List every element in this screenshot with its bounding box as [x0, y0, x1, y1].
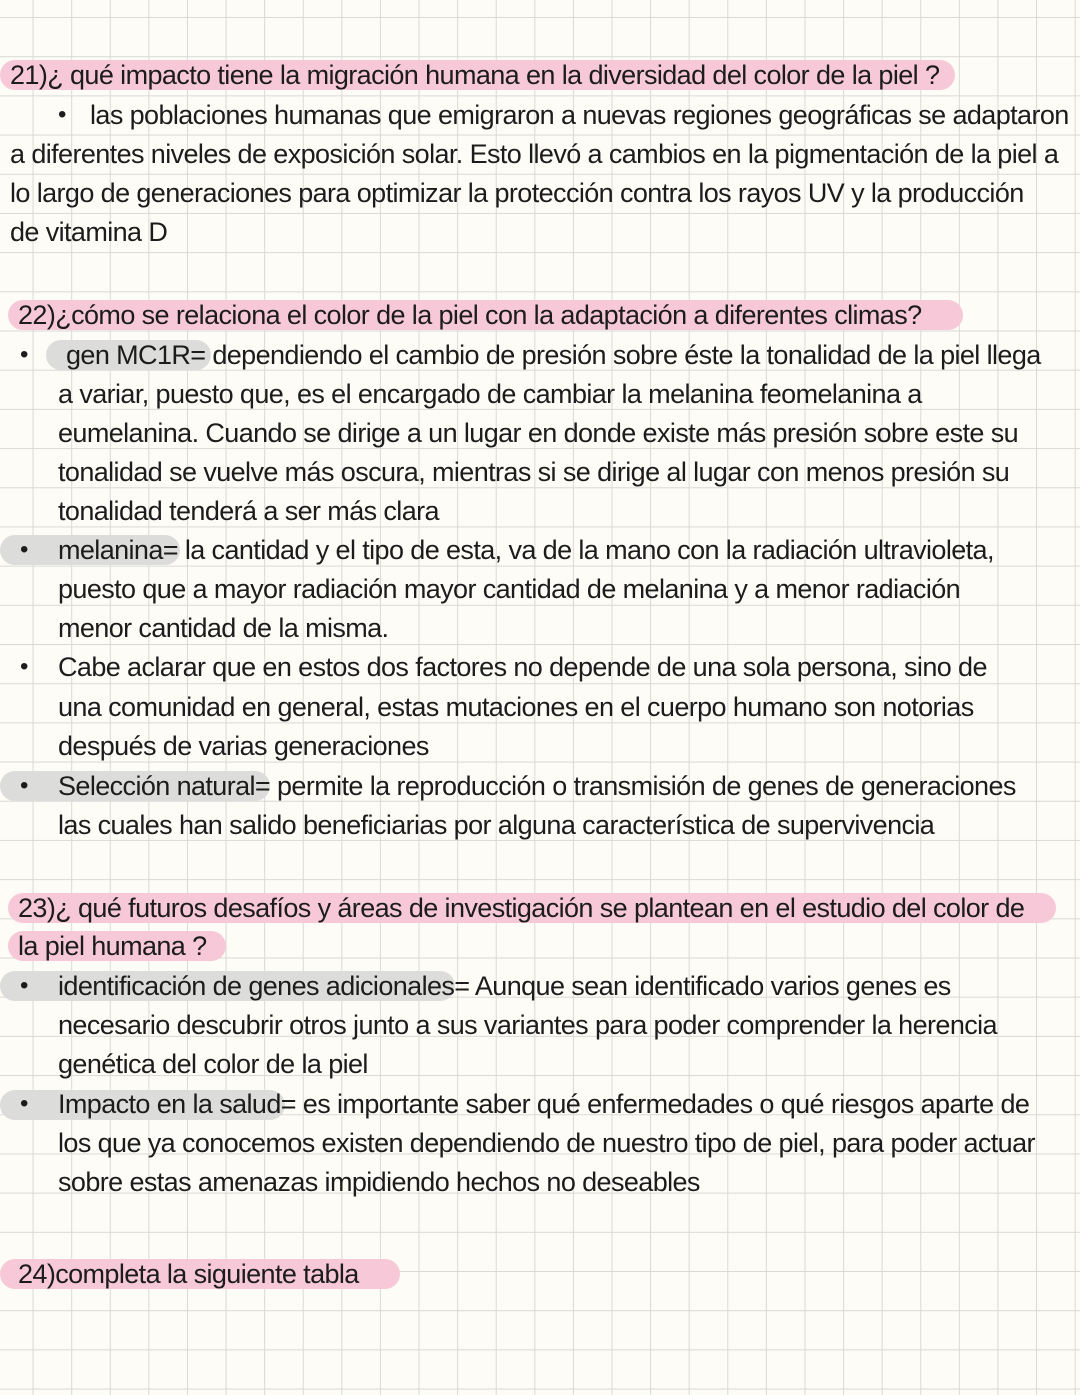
answer-line: gen MC1R= dependiendo el cambio de presión sobre éste la tonalidad de la piel llega — [66, 340, 1041, 370]
question-heading-continued: la piel humana ? — [18, 931, 207, 961]
answer-line: después de varias generaciones — [58, 731, 429, 761]
bullet-point: • — [20, 653, 29, 680]
bullet-point: • — [20, 772, 29, 799]
answer-line: las poblaciones humanas que emigraron a nuevas regiones geográficas se adaptaron — [90, 100, 1069, 130]
answer-line: de vitamina D — [10, 217, 168, 247]
answer-line: eumelanina. Cuando se dirige a un lugar en donde existe más presión sobre este su — [58, 418, 1019, 448]
bullet-point: • — [20, 972, 29, 999]
answer-line: genética del color de la piel — [58, 1049, 368, 1079]
answer-line: a variar, puesto que, es el encargado de cambiar la melanina feomelanina a — [58, 379, 922, 409]
answer-line: menor cantidad de la misma. — [58, 613, 389, 643]
question-heading: 24)completa la siguiente tabla — [18, 1259, 359, 1289]
question-heading: 21)¿ qué impacto tiene la migración humana en la diversidad del color de la piel ? — [10, 60, 940, 90]
answer-line: a diferentes niveles de exposición solar. Esto llevó a cambios en la pigmentación de la piel a — [10, 139, 1059, 169]
answer-line: Cabe aclarar que en estos dos factores no depende de una sola persona, sino de — [58, 652, 987, 682]
bullet-point: • — [20, 1090, 29, 1117]
answer-line: necesario descubrir otros junto a sus variantes para poder comprender la herencia — [58, 1010, 997, 1040]
answer-line: puesto que a mayor radiación mayor cantidad de melanina y a menor radiación — [58, 574, 961, 604]
answer-line: melanina= la cantidad y el tipo de esta, va de la mano con la radiación ultravioleta, — [58, 535, 994, 565]
question-heading: 23)¿ qué futuros desafíos y áreas de investigación se plantean en el estudio del color de — [18, 893, 1025, 923]
question-heading: 22)¿cómo se relaciona el color de la piel con la adaptación a diferentes climas? — [18, 300, 922, 330]
answer-line: los que ya conocemos existen dependiendo de nuestro tipo de piel, para poder actuar — [58, 1128, 1035, 1158]
answer-line: Impacto en la salud= es importante saber qué enfermedades o qué riesgos aparte de — [58, 1089, 1030, 1119]
answer-line: tonalidad se vuelve más oscura, mientras si se dirige al lugar con menos presión su — [58, 457, 1010, 487]
answer-line: sobre estas amenazas impidiendo hechos no deseables — [58, 1167, 700, 1197]
answer-line: tonalidad tenderá a ser más clara — [58, 496, 439, 526]
bullet-point: • — [20, 536, 29, 563]
bullet-point: • — [20, 341, 29, 368]
answer-line: identificación de genes adicionales= Aunque sean identificado varios genes es — [58, 971, 951, 1001]
answer-line: Selección natural= permite la reproducción o transmisión de genes de generaciones — [58, 771, 1016, 801]
answer-line: una comunidad en general, estas mutaciones en el cuerpo humano son notorias — [58, 692, 974, 722]
bullet-point: • — [58, 101, 67, 128]
answer-line: lo largo de generaciones para optimizar la protección contra los rayos UV y la producción — [10, 178, 1024, 208]
answer-line: las cuales han salido beneficiarias por alguna característica de supervivencia — [58, 810, 935, 840]
